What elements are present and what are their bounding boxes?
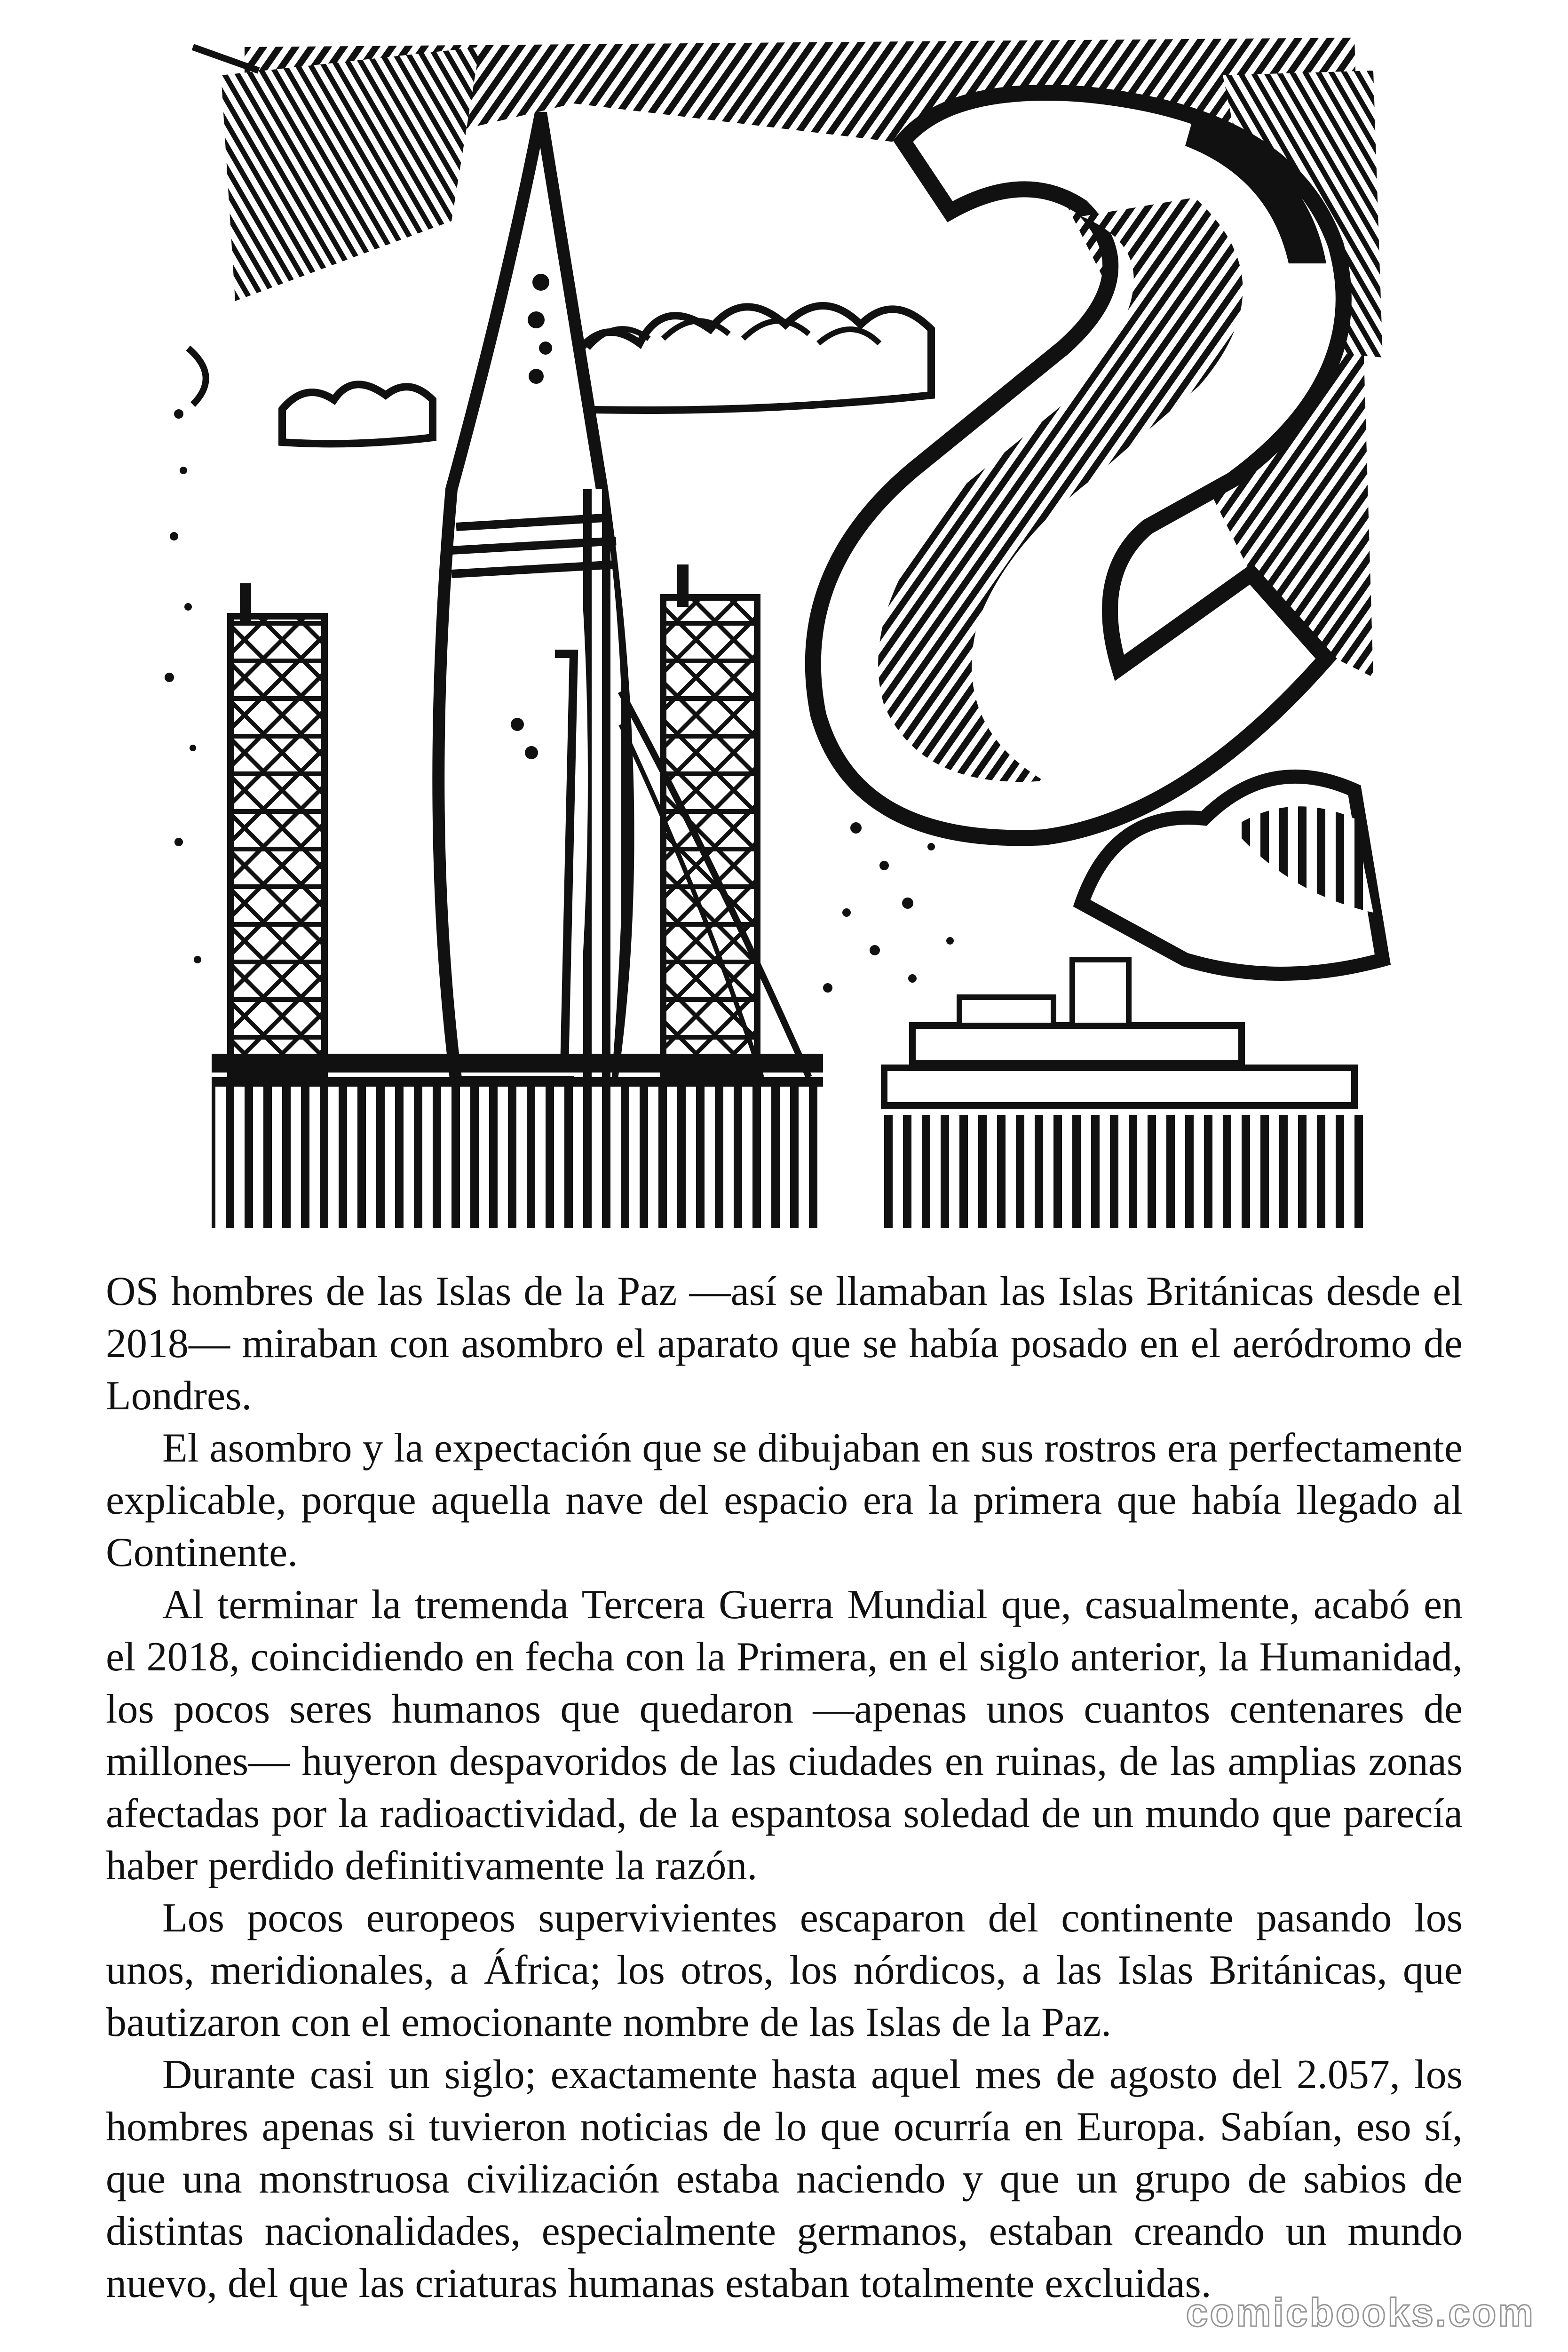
paragraph-1: OS hombres de las Islas de la Paz —así se llamaban las Islas Británicas desde el 2018— miraban con asombro el aparato que se había posado en el aeródromo de Londres. [106, 1269, 1463, 1419]
rocket-launch-illustration-icon [150, 19, 1411, 1251]
paragraph-3: Al terminar la tremenda Tercera Guerra Mundial que, casualmente, acabó en el 2018, coincidiendo en fecha con la Primera, en el siglo anterior, la Humanidad, los pocos seres humanos que quedaron —apenas unos cuantos centenares de millones— huyeron despavoridos de las ciudades en ruinas, de las amplias zonas afectadas por la radioactividad, de la espantosa soledad de un mundo que parecía haber perdido definitivamente la razón. [106, 1582, 1463, 1889]
story-text [106, 1265, 1463, 2310]
paragraph-5: Durante casi un siglo; exactamente hasta aquel mes de agosto del 2.057, los hombres apenas si tuvieron noticias de lo que ocurría en Europa. Sabían, eso sí, que una monstruosa civilización estaba naciendo y que un grupo de sabios de distintas nacionalidades, especialmente germanos, estaban creando un mundo nuevo, del que las criaturas humanas estaban totalmente excluidas. [106, 2052, 1463, 2306]
paragraph-4: Los pocos europeos supervivientes escaparon del continente pasando los unos, meridionales, a África; los otros, los nórdicos, a las Islas Británicas, que bautizaron con el emocionante nombre de las Islas de la Paz. [106, 1895, 1463, 2045]
watermark: comicbooks.com [1186, 2290, 1535, 2335]
paragraph-2: El asombro y la expectación que se dibujaban en sus rostros era perfectamente explicable, porque aquella nave del espacio era la primera que había llegado al Continente. [106, 1425, 1463, 1575]
rocket-illustration [150, 19, 1411, 1251]
